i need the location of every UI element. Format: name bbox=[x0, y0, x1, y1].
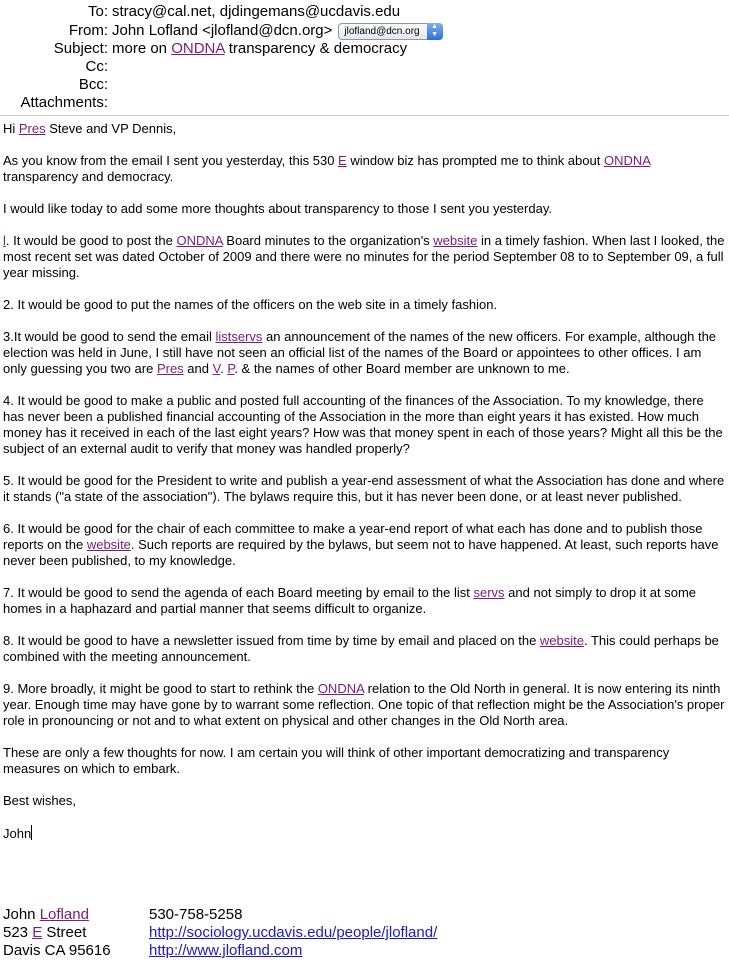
signature-address-number: 523 bbox=[3, 924, 33, 941]
v-link[interactable]: V bbox=[212, 361, 221, 376]
website-link[interactable]: website bbox=[539, 633, 584, 648]
account-select-value: jlofland@dcn.org bbox=[344, 26, 420, 37]
website-link[interactable]: website bbox=[433, 233, 478, 248]
paragraph-item-3: 3.It would be good to send the email listservs an announcement of the names of the new officers. For example, although the election was held in June, I still have not seen an official list of the names of the Board or appointees to other offices. I am only guessing you two are Pres and V. P. & the names of other Board member are unknown to me. bbox=[3, 329, 717, 376]
signature-phone: 530-758-5258 bbox=[149, 906, 243, 923]
subject-text-pre: more on bbox=[112, 40, 172, 57]
e-link[interactable]: E bbox=[32, 924, 43, 941]
bcc-label: Bcc: bbox=[78, 76, 108, 93]
from-value: John Lofland <jlofland@dcn.org> bbox=[112, 22, 333, 39]
stepper-arrows-icon: ▲ ▼ bbox=[427, 23, 443, 40]
paragraph-item-9: 9. More broadly, it might be good to start to rethink the ONDNA relation to the Old North in general. It is now entering its ninth year. Enough time may have gone by to warrant some reflection. One topic of that reflection might be the Association's proper role in pronouncing or not and to what extent on physical and other changes in the Old North area. bbox=[3, 681, 725, 728]
paragraph-item-5: 5. It would be good for the President to write and publish a year-end assessment of what the Association has done and where it stands ("a state of the association"). The bylaws require this, but it has never been done, or at least never published. bbox=[3, 473, 725, 504]
paragraph-item-1: l. It would be good to post the ONDNA Board minutes to the organization's website in a timely fashion. When last I looked, the most recent set was dated October of 2009 and there were no minutes for the period September 08 to to September 09, a full year missing. bbox=[3, 233, 725, 280]
to-field[interactable]: stracy@cal.net, djdingemans@ucdavis.edu bbox=[112, 3, 401, 20]
e-link[interactable]: E bbox=[338, 153, 347, 168]
subject-ondna-link[interactable]: ONDNA bbox=[171, 40, 225, 57]
subject-label: Subject: bbox=[53, 40, 108, 57]
message-header bbox=[0, 0, 729, 114]
paragraph-item-4: 4. It would be good to make a public and posted full accounting of the finances of the Association. To my knowledge, there has never been a published financial accounting of the Association in the more than eight years it has existed. How much money has it received in each of the last eight years? How was that money spent in each of those years? Might all this be the subject of an external audit to verify that money was handled properly? bbox=[3, 393, 723, 456]
subject-text-post: transparency & democracy bbox=[224, 40, 408, 57]
attachments-label: Attachments: bbox=[20, 94, 108, 111]
subject-field[interactable] bbox=[112, 40, 407, 58]
item-1-link[interactable]: l bbox=[3, 233, 6, 248]
pres-link[interactable]: Pres bbox=[156, 361, 184, 376]
text-cursor bbox=[31, 825, 32, 840]
signature-city: Davis CA 95616 bbox=[3, 942, 111, 959]
ondna-link[interactable]: ONDNA bbox=[317, 681, 365, 696]
to-label: To: bbox=[87, 3, 108, 20]
signature-first-name: John bbox=[3, 906, 40, 923]
jlofland-url-link[interactable]: http://www.jlofland.com bbox=[149, 942, 303, 959]
paragraph-closing-thoughts: These are only a few thoughts for now. I am certain you will think of other important democratizing and transparency measures on which to embark. bbox=[3, 745, 670, 776]
website-link[interactable]: website bbox=[86, 537, 131, 552]
sociology-url-link[interactable]: http://sociology.ucdavis.edu/people/jlofland/ bbox=[149, 924, 438, 941]
paragraph-item-7: 7. It would be good to send the agenda of each Board meeting by email to the list servs and not simply to drop it at some homes in a haphazard and partial manner that seems difficult to organize. bbox=[3, 585, 697, 616]
paragraph-today: I would like today to add some more thoughts about transparency to those I sent you yesterday. bbox=[3, 201, 552, 216]
from-label: From: bbox=[68, 22, 108, 39]
paragraph-item-8: 8. It would be good to have a newsletter issued from time by time by email and placed on the website. This could perhaps be combined with the meeting announcement. bbox=[3, 633, 719, 664]
header-divider bbox=[0, 115, 729, 116]
ondna-link[interactable]: ONDNA bbox=[176, 233, 223, 248]
pres-link[interactable]: Pres bbox=[18, 121, 46, 136]
signature-address-street: Street bbox=[42, 924, 87, 941]
from-field bbox=[112, 22, 443, 40]
paragraph-item-2: 2. It would be good to put the names of the officers on the web site in a timely fashion. bbox=[3, 297, 498, 312]
greeting: Hi Pres Steve and VP Dennis, bbox=[3, 121, 177, 136]
signature-block bbox=[3, 906, 727, 960]
message-body[interactable] bbox=[3, 121, 727, 858]
closing: Best wishes, bbox=[3, 793, 76, 808]
paragraph-intro: As you know from the email I sent you yesterday, this 530 E window biz has prompted me to think about ONDNA transparency and democracy. bbox=[3, 153, 651, 184]
lofland-link[interactable]: Lofland bbox=[39, 906, 89, 923]
listservs-link[interactable]: listservs bbox=[215, 329, 263, 344]
account-select[interactable] bbox=[338, 23, 442, 40]
p-link[interactable]: P bbox=[227, 361, 235, 376]
cc-label: Cc: bbox=[85, 58, 108, 75]
signoff-name: John bbox=[3, 826, 32, 841]
paragraph-item-6: 6. It would be good for the chair of each committee to make a year-end report of what each has done and to publish those reports on the website. Such reports are required by the bylaws, but seem not to have happened. At least, such reports have never been published, to my knowledge. bbox=[3, 521, 719, 568]
ondna-link[interactable]: ONDNA bbox=[603, 153, 651, 168]
servs-link[interactable]: servs bbox=[473, 585, 505, 600]
